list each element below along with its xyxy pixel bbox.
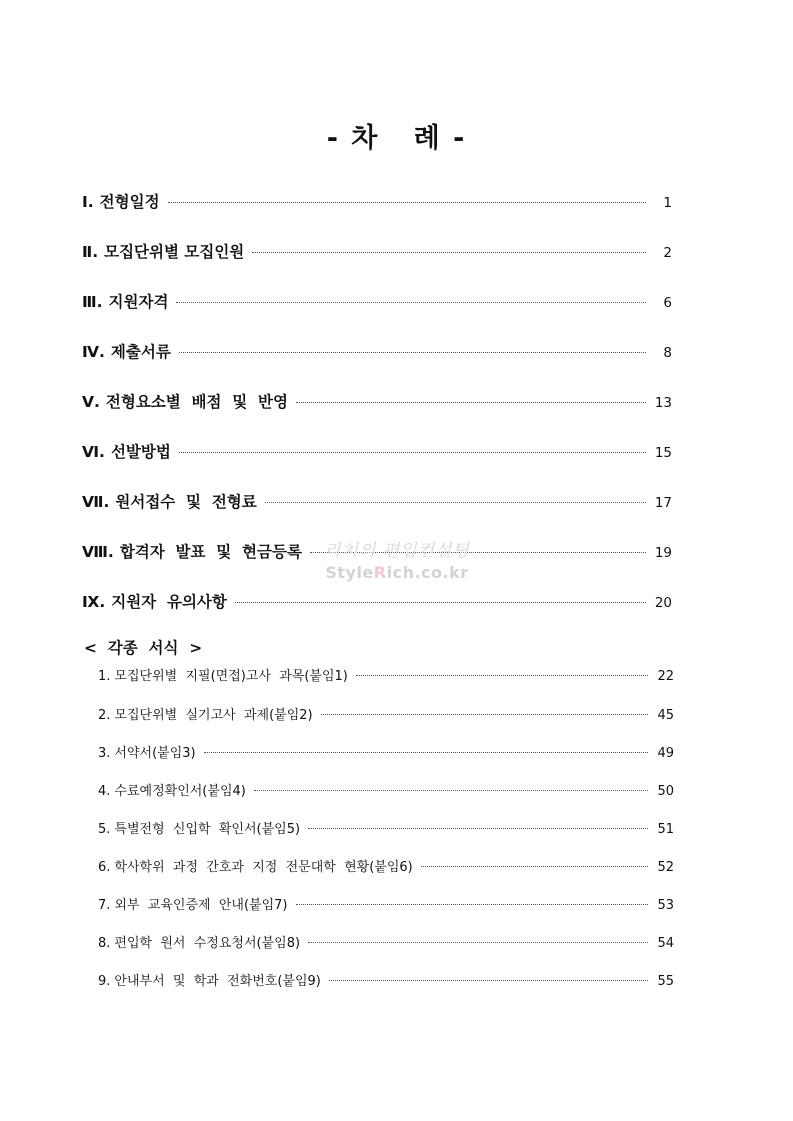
form-page-number: 55: [657, 974, 674, 989]
toc-number: Ⅳ.: [82, 343, 105, 361]
toc-label: 원서접수 및 전형료: [115, 493, 257, 511]
form-page-number: 53: [657, 898, 674, 913]
dot-leader: [179, 452, 646, 453]
form-number: 8.: [98, 936, 111, 951]
toc-label: 제출서류: [110, 343, 171, 361]
dot-leader: [176, 302, 646, 303]
toc-label: 지원자격: [108, 293, 169, 311]
toc-number: Ⅸ.: [82, 593, 106, 611]
toc-page-number: 13: [654, 395, 672, 411]
toc-label: 선발방법: [110, 443, 171, 461]
watermark-domain: ich.co.kr: [386, 563, 469, 582]
form-entry[interactable]: [98, 894, 674, 913]
form-number: 3.: [98, 746, 111, 761]
toc-label: 모집단위별 모집인원: [104, 243, 245, 261]
dot-leader: [204, 752, 648, 753]
dot-leader: [356, 675, 648, 676]
dot-leader: [308, 828, 648, 829]
dot-leader: [421, 866, 648, 867]
title-text: - 차 례 -: [326, 123, 467, 154]
toc-entry[interactable]: [82, 540, 672, 562]
form-page-number: 52: [657, 860, 674, 875]
dot-leader: [179, 352, 646, 353]
toc-label: 전형일정: [99, 193, 160, 211]
toc-page-number: 2: [663, 245, 672, 261]
form-page-number: 49: [657, 746, 674, 761]
form-page-number: 51: [657, 822, 674, 837]
watermark-accent-letter: R: [373, 563, 387, 582]
forms-heading: < 각종 서식 >: [84, 639, 203, 657]
dot-leader: [310, 552, 646, 553]
form-number: 2.: [98, 708, 111, 723]
form-entry[interactable]: [98, 704, 674, 723]
toc-number: Ⅶ.: [82, 493, 110, 511]
form-number: 6.: [98, 860, 111, 875]
form-number: 5.: [98, 822, 111, 837]
toc-label: 합격자 발표 및 현금등록: [119, 543, 302, 561]
form-entry[interactable]: [98, 856, 674, 875]
toc-entry[interactable]: [82, 290, 672, 312]
form-label: 편입학 원서 수정요청서(붙임8): [114, 936, 301, 951]
watermark-text-top: 리치의 편입컨설팅: [324, 541, 470, 561]
dot-leader: [308, 942, 648, 943]
form-number: 4.: [98, 784, 111, 799]
toc-number: Ⅱ.: [82, 243, 99, 261]
toc-label: 지원자 유의사항: [111, 593, 227, 611]
toc-number: Ⅰ.: [82, 193, 94, 211]
watermark-text-bottom: [322, 563, 472, 582]
toc-entry[interactable]: [82, 240, 672, 262]
dot-leader: [296, 904, 649, 905]
toc-number: Ⅵ.: [82, 443, 105, 461]
form-page-number: 54: [657, 936, 674, 951]
toc-page-number: 17: [654, 495, 672, 511]
toc-number: Ⅷ.: [82, 543, 114, 561]
form-entry[interactable]: [98, 780, 674, 799]
form-entry[interactable]: [98, 970, 674, 989]
form-label: 특별전형 신입학 확인서(붙임5): [114, 822, 301, 837]
toc-number: Ⅲ.: [82, 293, 103, 311]
dot-leader: [235, 602, 646, 603]
toc-entry[interactable]: [82, 440, 672, 462]
dot-leader: [254, 790, 648, 791]
form-entry[interactable]: [98, 818, 674, 837]
form-label: 서약서(붙임3): [114, 746, 196, 761]
dot-leader: [252, 252, 646, 253]
form-label: 수료예정확인서(붙임4): [114, 784, 246, 799]
toc-entry[interactable]: [82, 340, 672, 362]
toc-number: Ⅴ.: [82, 393, 100, 411]
form-number: 9.: [98, 974, 111, 989]
toc-entry[interactable]: [82, 590, 672, 612]
toc-entry[interactable]: [82, 190, 672, 212]
form-number: 1.: [98, 669, 111, 684]
toc-page-number: 6: [663, 295, 672, 311]
form-label: 모집단위별 실기고사 과제(붙임2): [114, 708, 313, 723]
form-page-number: 45: [657, 708, 674, 723]
form-page-number: 22: [657, 669, 674, 684]
dot-leader: [321, 714, 648, 715]
toc-label: 전형요소별 배점 및 반영: [105, 393, 288, 411]
toc-entry[interactable]: [82, 490, 672, 512]
toc-page-number: 1: [663, 195, 672, 211]
form-entry[interactable]: [98, 932, 674, 951]
form-label: 안내부서 및 학과 전화번호(붙임9): [114, 974, 321, 989]
dot-leader: [168, 202, 646, 203]
form-entry[interactable]: [98, 665, 674, 684]
dot-leader: [296, 402, 646, 403]
toc-page-number: 8: [663, 345, 672, 361]
toc-page-number: 19: [654, 545, 672, 561]
toc-page-number: 20: [654, 595, 672, 611]
toc-page-number: 15: [654, 445, 672, 461]
form-label: 외부 교육인증제 안내(붙임7): [114, 898, 288, 913]
form-entry[interactable]: [98, 742, 674, 761]
dot-leader: [265, 502, 646, 503]
form-label: 학사학위 과정 간호과 지정 전문대학 현황(붙임6): [114, 860, 413, 875]
form-number: 7.: [98, 898, 111, 913]
dot-leader: [329, 980, 648, 981]
form-page-number: 50: [657, 784, 674, 799]
form-label: 모집단위별 지필(면접)고사 과목(붙임1): [114, 669, 348, 684]
page-title: [0, 116, 793, 155]
watermark-style: Style: [325, 563, 374, 582]
toc-entry[interactable]: [82, 390, 672, 412]
